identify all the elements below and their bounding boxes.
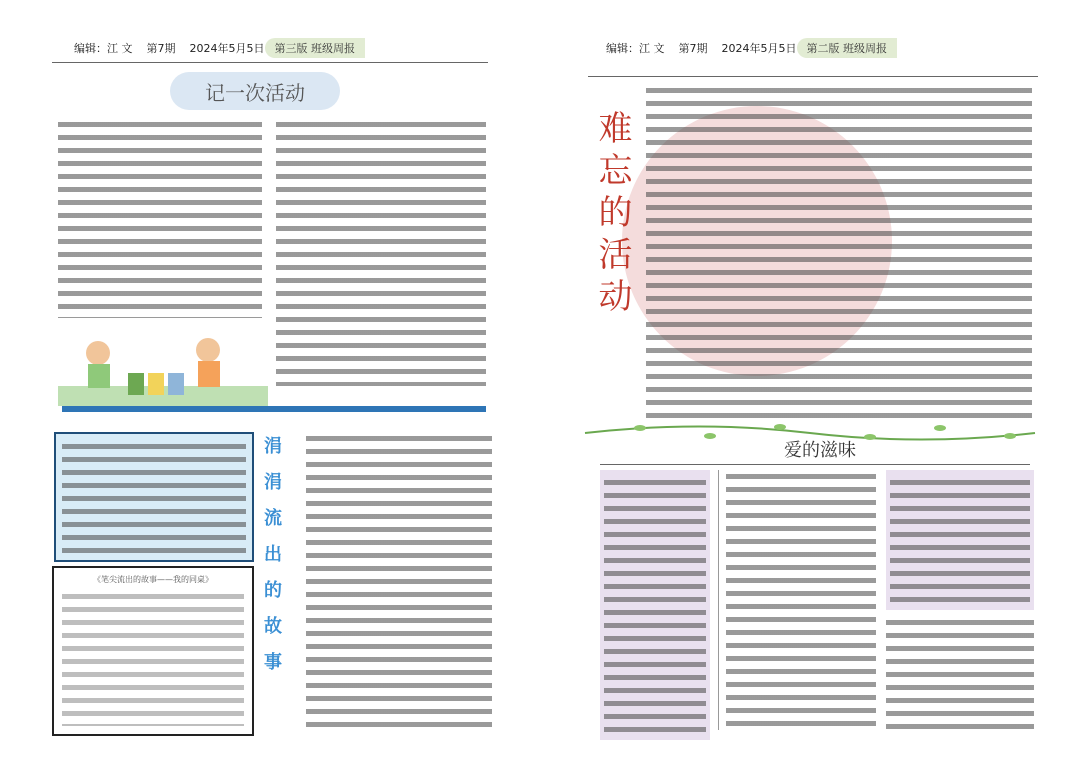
article-column-left [58, 118, 262, 318]
hobby-article-middle [726, 470, 876, 730]
header-issue: 第7期 [678, 42, 708, 55]
kids-recycling-illustration [58, 318, 268, 408]
story-box-title: 《笔尖流出的故事——我的同桌》 [93, 575, 213, 584]
article-column-right [276, 118, 486, 386]
section-tag: 第二版 班级周报 [797, 38, 898, 58]
activity-title: 记一次活动 [170, 72, 340, 110]
header-date: 2024年5月5日 [721, 42, 797, 55]
left-header [60, 38, 490, 58]
column-separator [718, 470, 719, 730]
section-tag: 第三版 班级周报 [265, 38, 366, 58]
header-editor: 编辑：江 文 [74, 42, 133, 55]
story-article [306, 432, 492, 732]
blue-divider [62, 406, 486, 412]
header-date: 2024年5月5日 [189, 42, 265, 55]
story-box [52, 566, 254, 736]
purple-panel-right [886, 470, 1034, 610]
header-issue: 第7期 [146, 42, 176, 55]
header-rule [588, 76, 1038, 77]
header-rule [52, 62, 488, 63]
hobby-article-right [886, 616, 1034, 732]
blue-textbox [54, 432, 254, 562]
hobby-title: 爱的滋味 [784, 440, 856, 461]
header-editor: 编辑：江 文 [606, 42, 665, 55]
vertical-title: 难忘的活动 [592, 110, 632, 320]
right-header [592, 38, 1038, 58]
main-article [646, 84, 1032, 420]
hobby-rule [600, 464, 1030, 465]
purple-panel-left [600, 470, 710, 740]
story-vertical-title: 涓涓流出的故事 [261, 436, 282, 688]
right-page [540, 0, 1080, 764]
